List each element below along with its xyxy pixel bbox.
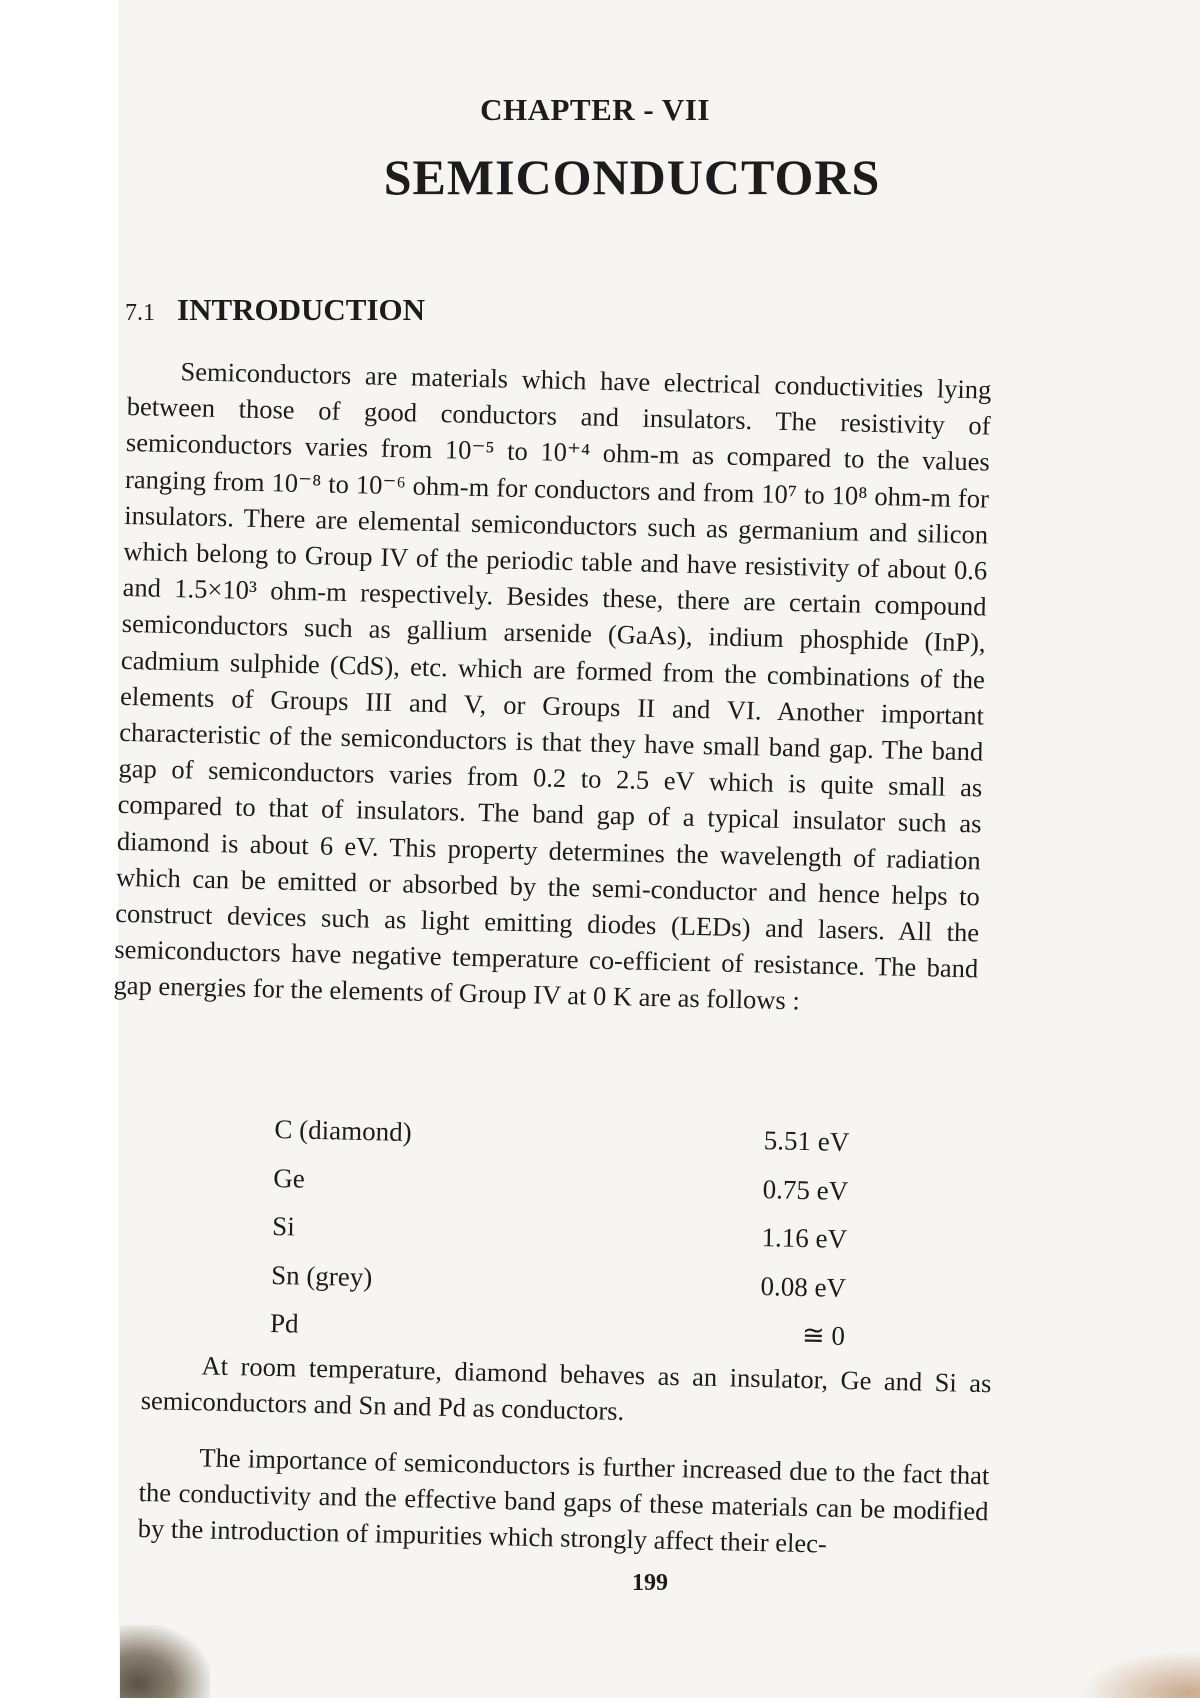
band-gap-value: 5.51 eV [763,1125,850,1158]
element-name: Ge [273,1162,306,1194]
band-gap-value: ≅ 0 [801,1320,846,1351]
element-name: Pd [269,1307,299,1339]
section-heading [125,292,425,328]
importance-paragraph: The importance of semiconductors is further increased due to the fact that the conductivity and the effective band gaps of these materials can be modified by the introduction of impurities which strongly affect their elec- [137,1442,990,1559]
intro-paragraph: Semiconductors are materials which have electrical conductivities lying between those of good conductors and insulators. The resistivity of semiconductors varies from 10⁻⁵ to 10⁺⁴ ohm-m as compared to the values ranging from 10⁻⁸ to 10⁻⁶ ohm-m for conductors and from 10⁷ to 10⁸ ohm-m for insulators. There are elemental semiconductors such as germanium and silicon which belong to Group IV of the periodic table and have resistivity of about 0.6 and 1.5×10³ ohm-m respectively. Besides these, there are certain compound semiconductors such as gallium arsenide (GaAs), indium phosphide (InP), cadmium sulphide (CdS), etc. which are formed from the combinations of the elements of Groups III and V, or Groups II and VI. Another important characteristic of the semiconductors is that they have small band gap. The band gap of semiconductors varies from 0.2 to 2.5 eV which is quite small as compared to that of insulators. The band gap of a typical insulator such as diamond is about 6 eV. This property determines the wavelength of radiation which can be emitted or absorbed by the semi-conductor and hence helps to construct devices such as light emitting diodes (LEDs) and lasers. All the semiconductors have negative temperature co-efficient of resistance. The band gap energies for the elements of Group IV at 0 K are as follows : [113,356,992,1016]
element-name: C (diamond) [274,1113,412,1148]
thumb-smudge [120,1625,210,1698]
section-number: 7.1 [125,300,155,326]
band-gap-value: 0.08 eV [760,1270,847,1303]
band-gap-value: 0.75 eV [762,1173,849,1206]
element-name: Sn (grey) [270,1259,373,1292]
binding-shadow [0,0,120,1698]
chapter-label: CHAPTER - VII [480,92,710,127]
room-temperature-paragraph: At room temperature, diamond behaves as an insulator, Ge and Si as semiconductors and Sn and Pd as conductors. [140,1350,992,1426]
corner-smudge [1080,1650,1200,1698]
page-number: 199 [632,1570,668,1596]
band-gap-value: 1.16 eV [761,1222,848,1255]
closing-body [137,1346,992,1585]
element-name: Si [271,1210,296,1242]
chapter-title: SEMICONDUCTORS [383,149,881,205]
section-title: INTRODUCTION [177,292,426,327]
band-gap-list [269,1105,849,1360]
intro-body [113,352,992,1023]
